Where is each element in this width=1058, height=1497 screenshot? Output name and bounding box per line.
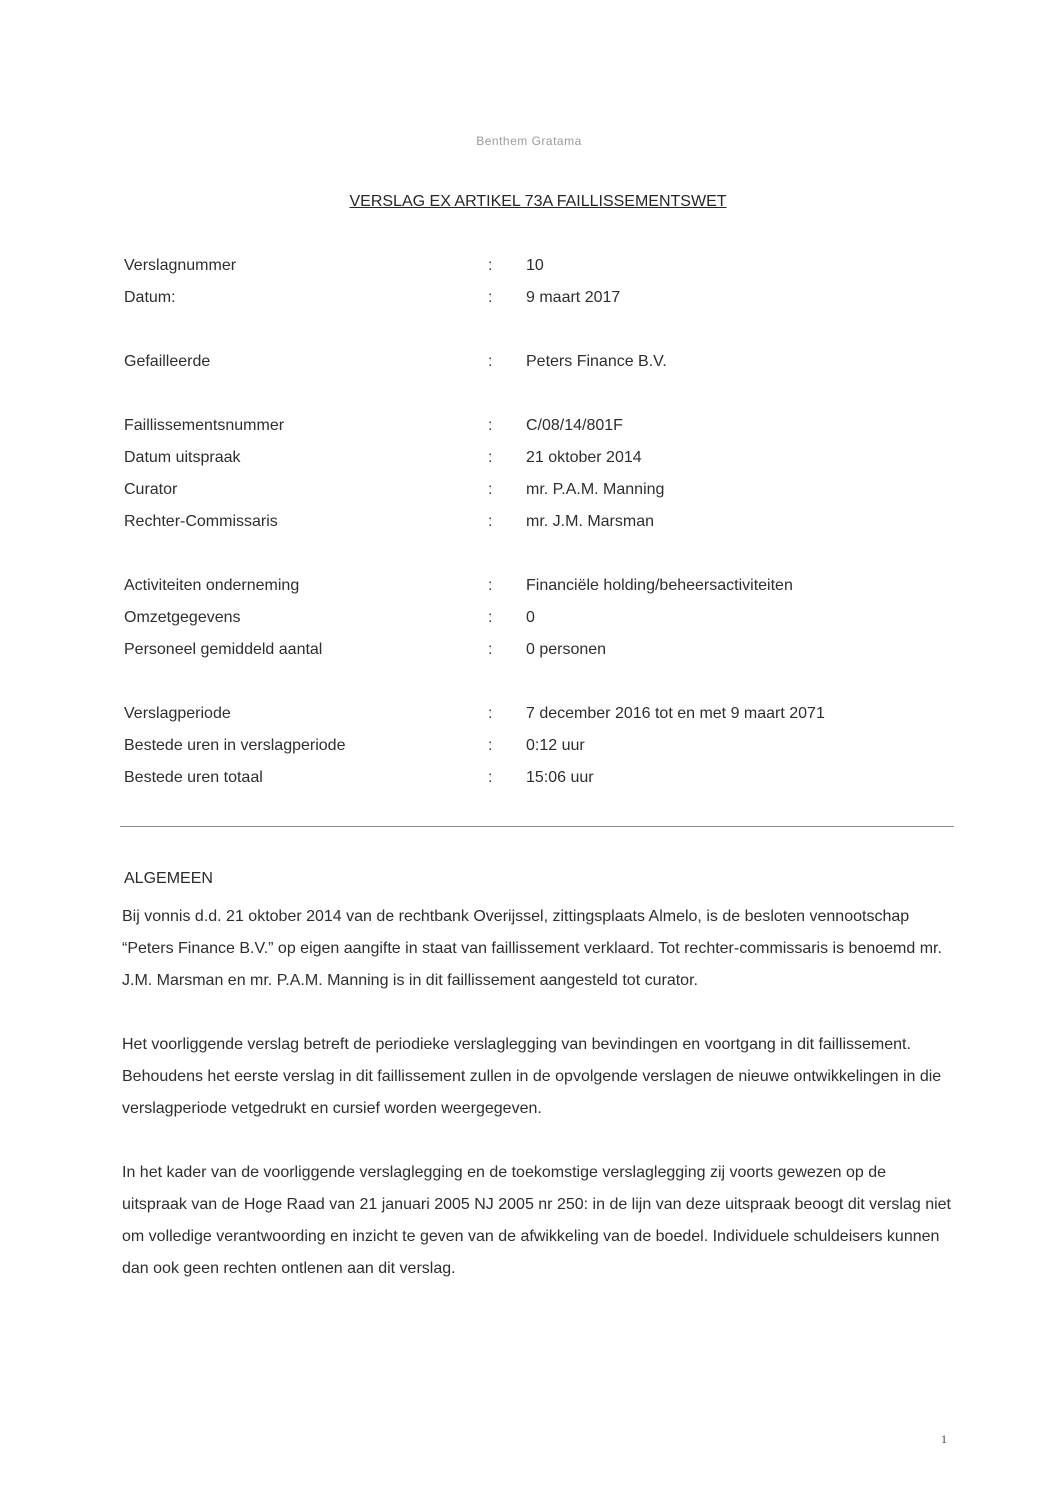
section-heading: ALGEMEEN [124,870,213,887]
document-title: VERSLAG EX ARTIKEL 73A FAILLISSEMENTSWET [349,193,727,210]
page-number: 1 [941,1432,947,1446]
field-separator: : [488,705,493,722]
field-row-activiteiten [124,575,944,607]
field-label: Faillissementsnummer [124,417,285,434]
field-separator: : [488,353,493,370]
field-value: 0 personen [526,641,607,658]
section-divider [120,826,954,827]
field-label: Gefailleerde [124,353,211,370]
field-separator: : [488,737,493,754]
field-group-debtor [124,351,944,383]
field-group-period [124,703,944,799]
section-body [122,901,952,1317]
field-separator: : [488,513,493,530]
field-group-case [124,415,944,543]
field-separator: : [488,769,493,786]
field-value: 7 december 2016 tot en met 9 maart 2071 [526,705,825,722]
field-value: 10 [526,257,544,274]
field-group-report [124,255,944,319]
field-value: 0 [526,609,535,626]
letterhead: Benthem Gratama [476,134,582,148]
field-group-company [124,575,944,671]
field-label: Rechter-Commissaris [124,513,278,530]
field-row-faillissementsnummer [124,415,944,447]
field-value: 21 oktober 2014 [526,449,642,466]
field-label: Datum uitspraak [124,449,241,466]
field-label: Bestede uren totaal [124,769,263,786]
field-row-datum [124,287,944,319]
paragraph: Het voorliggende verslag betreft de periodieke verslaglegging van bevindingen en voortgang in dit faillissement. Behoudens het eerste verslag in dit faillissement zullen in de opvolgende verslagen de nieuwe ontwikkelingen in die verslagperiode vetgedrukt en cursief worden weergegeven. [122,1036,942,1117]
field-separator: : [488,257,493,274]
field-label: Omzetgegevens [124,609,241,626]
field-row-gefailleerde [124,351,944,383]
field-label: Activiteiten onderneming [124,577,300,594]
field-label: Bestede uren in verslagperiode [124,737,346,754]
field-label: Verslagnummer [124,257,237,274]
field-label: Curator [124,481,178,498]
field-value: C/08/14/801F [526,417,623,434]
field-row-rechter-commissaris [124,511,944,543]
field-row-curator [124,479,944,511]
field-row-datum-uitspraak [124,447,944,479]
field-separator: : [488,417,493,434]
paragraph: Bij vonnis d.d. 21 oktober 2014 van de rechtbank Overijssel, zittingsplaats Almelo, is de besloten vennootschap “Peters Finance B.V.” op eigen aangifte in staat van faillissement verklaard. Tot rechter-commissaris is benoemd mr. J.M. Marsman en mr. P.A.M. Manning is in dit faillissement aangesteld tot curator. [122,908,942,989]
field-value: Peters Finance B.V. [526,353,667,370]
field-separator: : [488,449,493,466]
field-value: mr. P.A.M. Manning [526,481,665,498]
field-value: 0:12 uur [526,737,585,754]
field-label: Datum: [124,289,176,306]
field-row-verslagnummer [124,255,944,287]
field-separator: : [488,577,493,594]
field-label: Personeel gemiddeld aantal [124,641,323,658]
field-separator: : [488,289,493,306]
field-separator: : [488,641,493,658]
field-value: mr. J.M. Marsman [526,513,655,530]
field-separator: : [488,481,493,498]
field-label: Verslagperiode [124,705,231,722]
field-row-uren-totaal [124,767,944,799]
report-fields [124,255,944,831]
field-row-omzetgegevens [124,607,944,639]
field-separator: : [488,609,493,626]
field-value: 9 maart 2017 [526,289,621,306]
paragraph: In het kader van de voorliggende verslaglegging en de toekomstige verslaglegging zij voorts gewezen op de uitspraak van de Hoge Raad van 21 januari 2005 NJ 2005 nr 250: in de lijn van deze uitspraak beoogt dit verslag niet om volledige verantwoording en inzicht te geven van de afwikkeling van de boedel. Individuele schuldeisers kunnen dan ook geen rechten ontlenen aan dit verslag. [122,1164,951,1277]
field-value: Financiële holding/beheersactiviteiten [526,577,793,594]
field-row-personeel [124,639,944,671]
field-row-uren-verslagperiode [124,735,944,767]
field-value: 15:06 uur [526,769,594,786]
field-row-verslagperiode [124,703,944,735]
